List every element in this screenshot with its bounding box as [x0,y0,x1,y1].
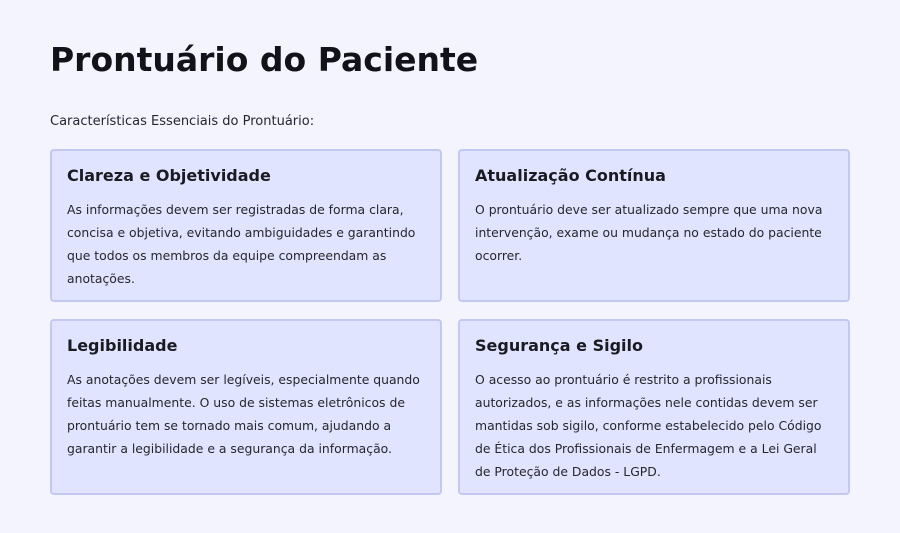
characteristics-grid [50,149,850,495]
card-description: As informações devem ser registradas de forma clara, concisa e objetiva, evitando ambiguidades e garantindo que todos os membros da equipe compreendam as anotações. [67,202,416,286]
card-seguranca-sigilo [458,319,850,495]
card-description: O prontuário deve ser atualizado sempre que uma nova intervenção, exame ou mudança no estado do paciente ocorrer. [475,202,823,263]
page-title: Prontuário do Paciente [50,40,479,79]
main-content [50,0,850,533]
card-description: As anotações devem ser legíveis, especialmente quando feitas manualmente. O uso de sistemas eletrônicos de prontuário tem se tornado mais comum, ajudando a garantir a legibilidade e a segurança da informação. [67,372,420,456]
card-title: Atualização Contínua [475,166,666,185]
page-subtitle: Características Essenciais do Prontuário: [50,114,315,129]
card-atualizacao-continua [458,149,850,302]
card-title: Segurança e Sigilo [475,336,643,355]
card-clareza-objetividade [50,149,442,302]
card-title: Clareza e Objetividade [67,166,271,185]
card-description: O acesso ao prontuário é restrito a profissionais autorizados, e as informações nele contidas devem ser mantidas sob sigilo, conforme estabelecido pelo Código de Ética dos Profissionais de Enfermagem e a Lei Geral de Proteção de Dados - LGPD. [475,372,822,479]
card-legibilidade [50,319,442,495]
card-title: Legibilidade [67,336,178,355]
